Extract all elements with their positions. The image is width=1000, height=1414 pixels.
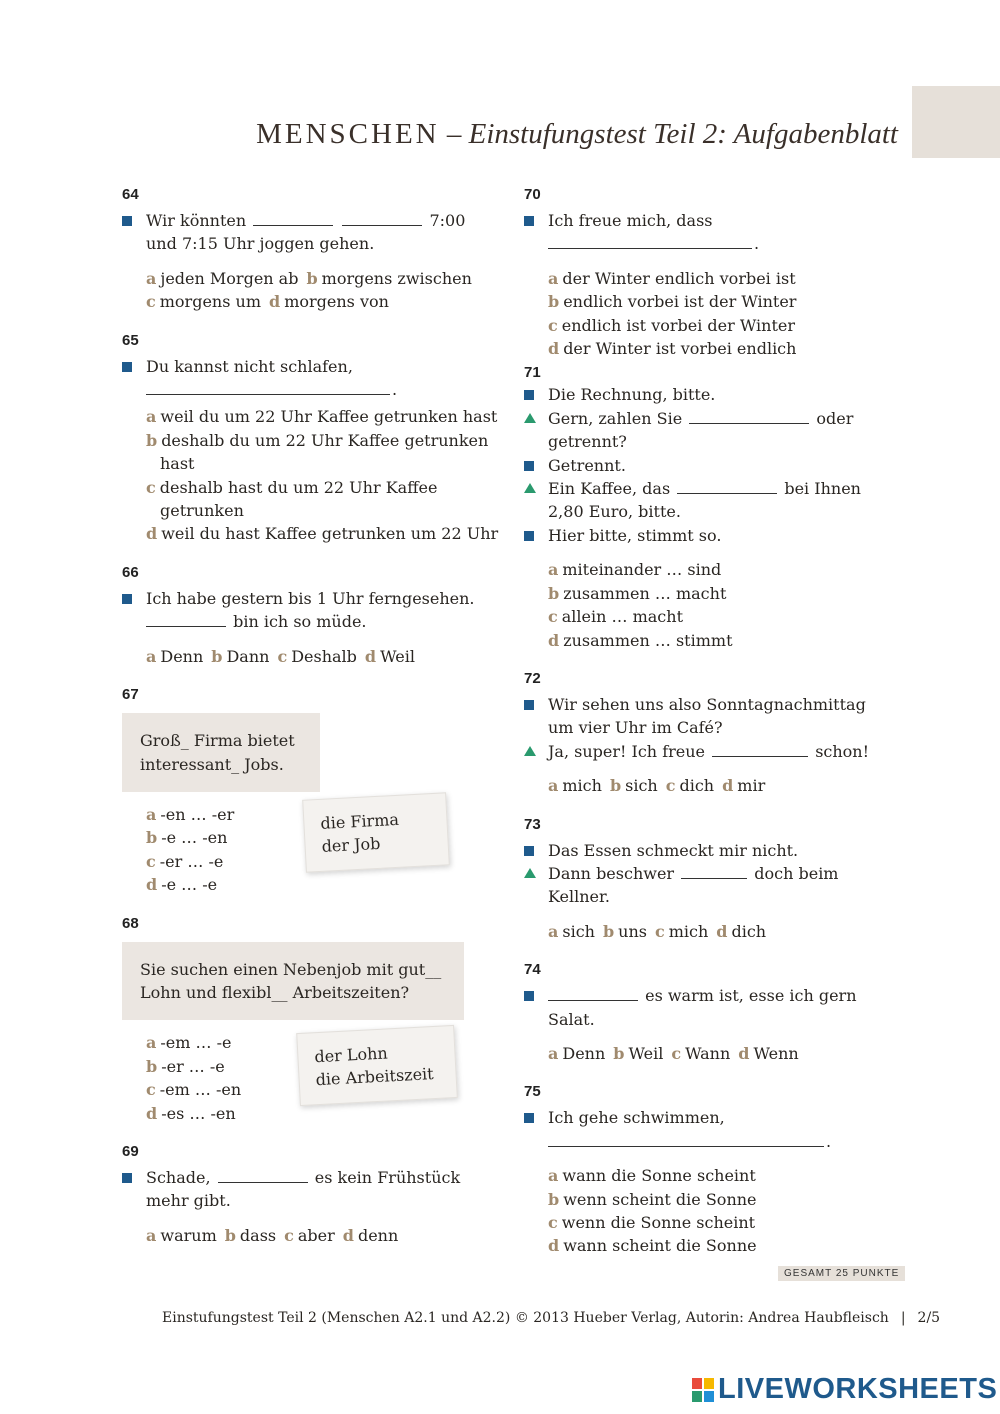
- blank[interactable]: [218, 1168, 308, 1183]
- question-69: 69 Schade, es kein Frühstück mehr gibt. a warum b dass c aber d denn: [122, 1143, 492, 1247]
- option-c[interactable]: c: [671, 1043, 682, 1063]
- option-b[interactable]: b: [613, 1043, 625, 1063]
- square-bullet-icon: [524, 846, 534, 856]
- question-number: 73: [524, 815, 541, 833]
- option-c[interactable]: c: [284, 1225, 294, 1245]
- triangle-bullet-icon: [524, 413, 536, 423]
- blank[interactable]: [548, 986, 638, 1001]
- blank[interactable]: [342, 211, 422, 226]
- question-number: 71: [524, 364, 541, 382]
- option-b[interactable]: b: [609, 776, 622, 796]
- square-bullet-icon: [122, 362, 132, 372]
- option-c[interactable]: c: [548, 315, 558, 335]
- option-a[interactable]: a: [548, 1043, 559, 1063]
- option-b[interactable]: b: [602, 921, 615, 941]
- question-number: 68: [122, 914, 139, 932]
- option-c[interactable]: c: [146, 292, 156, 312]
- question-67: [122, 686, 492, 896]
- triangle-bullet-icon: [524, 483, 536, 493]
- option-a[interactable]: a: [146, 804, 157, 824]
- square-bullet-icon: [524, 461, 534, 471]
- option-b[interactable]: b: [224, 1225, 236, 1245]
- option-d[interactable]: d: [738, 1043, 750, 1063]
- question-64: 64 Wir könnten 7:00 und 7:15 Uhr joggen gehen. a jeden Morgen ab b morgens zwischen c morgens um d morgens von: [122, 186, 492, 314]
- option-a[interactable]: a: [548, 1166, 559, 1186]
- question-66: 66 Ich habe gestern bis 1 Uhr ferngesehen. bin ich so müde. a Denn b Dann c Deshalb d Weil: [122, 564, 492, 668]
- option-a[interactable]: a: [548, 560, 559, 580]
- option-c[interactable]: c: [146, 477, 156, 497]
- question-70: 70 Ich freue mich, dass . a der Winter endlich vorbei ist b endlich vorbei ist der Winter c endlich ist vorbei der Winter d der Winter ist vorbei endlich: [524, 186, 904, 360]
- square-bullet-icon: [524, 216, 534, 226]
- liveworksheets-icon: [692, 1378, 714, 1402]
- options: a sich b uns c mich d dich: [548, 921, 767, 941]
- option-c[interactable]: c: [548, 607, 558, 627]
- square-bullet-icon: [524, 531, 534, 541]
- option-b[interactable]: b: [306, 268, 318, 288]
- option-c[interactable]: c: [146, 851, 156, 871]
- option-a[interactable]: a: [548, 921, 559, 941]
- grammar-box: Groß_ Firma bietet interessant_ Jobs.: [122, 713, 320, 792]
- option-d[interactable]: d: [548, 630, 560, 650]
- question-number: 65: [122, 331, 139, 349]
- option-d[interactable]: d: [146, 1103, 158, 1123]
- option-d[interactable]: d: [146, 875, 158, 895]
- page-number: 2/5: [917, 1310, 941, 1326]
- question-number: 72: [524, 669, 541, 687]
- blank[interactable]: [146, 380, 390, 395]
- option-b[interactable]: b: [146, 828, 158, 848]
- left-column: [122, 186, 499, 1265]
- square-bullet-icon: [122, 594, 132, 604]
- square-bullet-icon: [524, 1113, 534, 1123]
- options: a mich b sich c dich d mir: [548, 776, 766, 796]
- options: a -en … -er b -e … -en c -er … -e d -e … -e: [146, 804, 235, 895]
- square-bullet-icon: [524, 700, 534, 710]
- option-a[interactable]: a: [146, 1033, 157, 1053]
- option-d[interactable]: d: [146, 524, 158, 544]
- option-d[interactable]: d: [364, 646, 377, 666]
- right-column: [524, 186, 904, 1276]
- question-72: 72 Wir sehen uns also Sonntagnachmittag um vier Uhr im Café? Ja, super! Ich freue schon! a mich b sich c dich d mir: [524, 670, 904, 798]
- question-71: 71 Die Rechnung, bitte. Gern, zahlen Sie oder getrennt? Getrennt. Ein Kaffee, das bei Ihnen 2,80 Euro, bitte. Hier bitte, stimmt so. a miteinander … sind b zusammen … macht c allein … macht d zusammen … stimmt: [524, 364, 904, 651]
- hint-note: der Lohn die Arbeitszeit: [296, 1024, 458, 1105]
- blank[interactable]: [677, 479, 777, 494]
- option-d[interactable]: d: [722, 776, 734, 796]
- option-c[interactable]: c: [654, 921, 665, 941]
- page-title: MENSCHEN – Einstufungstest Teil 2: Aufgabenblatt: [256, 118, 898, 150]
- options: a der Winter endlich vorbei ist b endlich vorbei ist der Winter c endlich ist vorbei der Winter d der Winter ist vorbei endlich: [548, 268, 797, 359]
- options: a -em … -e b -er … -e c -em … -en d -es … -en: [146, 1033, 242, 1123]
- options: a weil du um 22 Uhr Kaffee getrunken hast b deshalb du um 22 Uhr Kaffee getrunken hast c deshalb hast du um 22 Uhr Kaffee getrunken d weil du hast Kaffee getrunken um 22 Uhr: [146, 407, 499, 544]
- option-a[interactable]: a: [548, 776, 559, 796]
- option-d[interactable]: d: [716, 921, 728, 941]
- triangle-bullet-icon: [524, 868, 536, 878]
- option-d[interactable]: d: [342, 1225, 354, 1245]
- blank[interactable]: [689, 409, 809, 424]
- option-b[interactable]: b: [146, 430, 158, 450]
- option-d[interactable]: d: [548, 339, 560, 359]
- option-c[interactable]: c: [665, 776, 676, 796]
- options: a miteinander … sind b zusammen … macht c allein … macht d zusammen … stimmt: [548, 560, 733, 650]
- option-b[interactable]: b: [548, 583, 560, 603]
- question-68: [122, 915, 492, 1125]
- option-b[interactable]: b: [146, 1056, 158, 1076]
- blank[interactable]: [253, 211, 333, 226]
- footer: Einstufungstest Teil 2 (Menschen A2.1 und A2.2) © 2013 Hueber Verlag, Autorin: Andrea Haubfleisch | 2/5: [162, 1310, 941, 1326]
- option-b[interactable]: b: [548, 292, 560, 312]
- option-a[interactable]: a: [146, 268, 157, 288]
- option-c[interactable]: c: [548, 1213, 558, 1232]
- option-b[interactable]: b: [211, 646, 223, 666]
- question-number: 75: [524, 1083, 541, 1101]
- question-number: 64: [122, 186, 139, 203]
- question-number: 69: [122, 1142, 139, 1160]
- blank[interactable]: [712, 742, 808, 757]
- options: a warum b dass c aber d denn: [146, 1225, 399, 1245]
- square-bullet-icon: [524, 991, 534, 1001]
- options: a jeden Morgen ab b morgens zwischen c morgens um d morgens von: [146, 268, 472, 312]
- option-d[interactable]: d: [269, 292, 281, 312]
- option-a[interactable]: a: [548, 268, 559, 288]
- total-points-badge: GESAMT 25 PUNKTE: [778, 1266, 905, 1281]
- question-74: 74 es warm ist, esse ich gern Salat. a Denn b Weil c Wann d Wenn: [524, 961, 904, 1065]
- option-a[interactable]: a: [146, 407, 157, 427]
- square-bullet-icon: [122, 1173, 132, 1183]
- question-73: 73 Das Essen schmeckt mir nicht. Dann beschwer doch beim Kellner. a sich b uns c mich d dich: [524, 816, 904, 944]
- grammar-box: Sie suchen einen Nebenjob mit gut__ Lohn und flexibl__ Arbeitszeiten?: [122, 942, 464, 1021]
- option-d[interactable]: d: [548, 1236, 560, 1256]
- question-75: 75 Ich gehe schwimmen, . a wann die Sonne scheint b wenn scheint die Sonne c wenn die Sonne scheint d wann scheint die Sonne: [524, 1083, 904, 1257]
- corner-tab: [912, 86, 1000, 158]
- options: a wann die Sonne scheint b wenn scheint die Sonne c wenn die Sonne scheint d wann scheint die Sonne: [548, 1166, 757, 1256]
- options: a Denn b Dann c Deshalb d Weil: [146, 646, 415, 666]
- blank[interactable]: [548, 234, 752, 249]
- square-bullet-icon: [524, 390, 534, 400]
- question-number: 66: [122, 563, 139, 581]
- option-a[interactable]: a: [146, 646, 157, 666]
- question-65: 65 Du kannst nicht schlafen, . a weil du um 22 Uhr Kaffee getrunken hast b deshalb du um 22 Uhr Kaffee getrunken hast c deshalb hast du um 22 Uhr Kaffee getrunken d weil du hast Kaffee getrunken um 22 Uhr: [122, 332, 492, 546]
- blank[interactable]: [548, 1132, 824, 1147]
- hint-note: die Firma der Job: [302, 792, 450, 872]
- options: a Denn b Weil c Wann d Wenn: [548, 1043, 799, 1063]
- question-number: 74: [524, 961, 541, 979]
- option-c[interactable]: c: [146, 1080, 156, 1100]
- question-number: 70: [524, 186, 541, 203]
- option-c[interactable]: c: [277, 646, 288, 666]
- question-number: 67: [122, 686, 139, 704]
- blank[interactable]: [681, 864, 747, 879]
- option-b[interactable]: b: [548, 1189, 560, 1209]
- option-a[interactable]: a: [146, 1225, 157, 1245]
- blank[interactable]: [146, 612, 226, 627]
- liveworksheets-logo[interactable]: LIVEWORKSHEETS: [692, 1373, 997, 1406]
- triangle-bullet-icon: [524, 746, 536, 756]
- square-bullet-icon: [122, 216, 132, 226]
